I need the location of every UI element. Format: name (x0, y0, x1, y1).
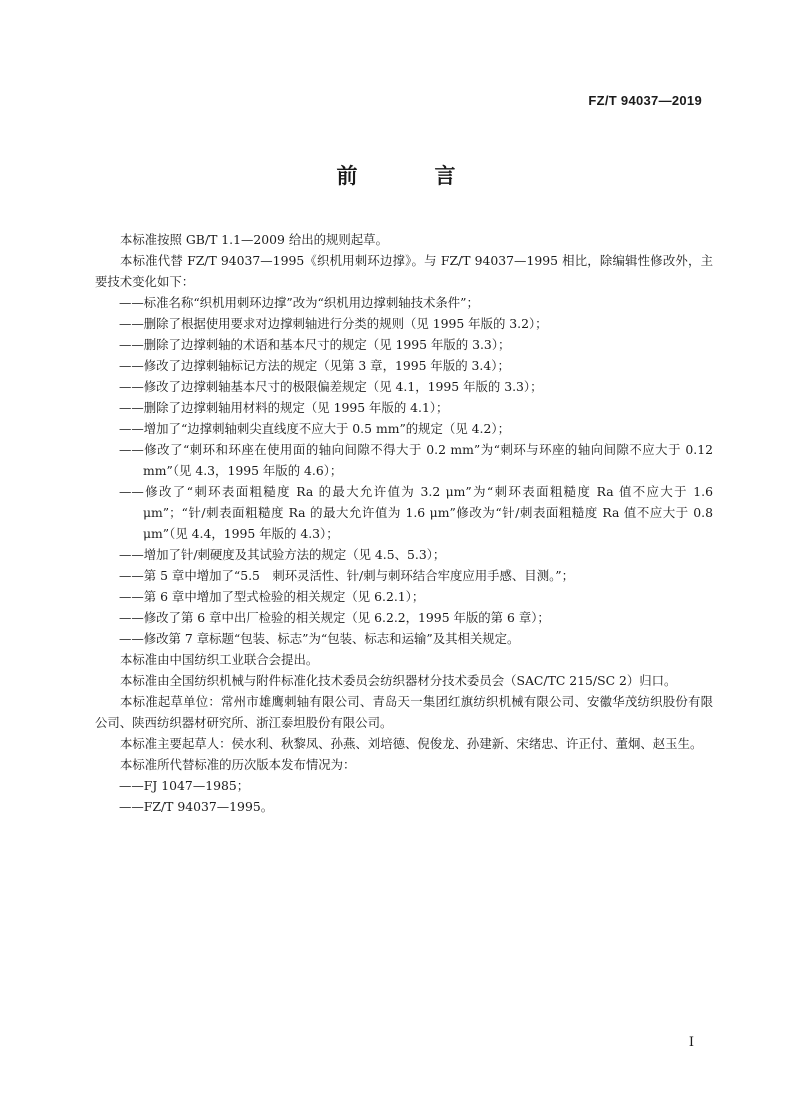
paragraph: 本标准起草单位：常州市雄鹰刺轴有限公司、青岛天一集团红旗纺织机械有限公司、安徽华茂纺织股份有限公司、陕西纺织器材研究所、浙江泰坦股份有限公司。 (95, 694, 713, 730)
list-item: ——第 5 章中增加了“5.5 刺环灵活性、针/刺与刺环结合牢度应用手感、目测。”； (119, 568, 574, 583)
paragraph: 本标准主要起草人：侯水利、秋黎凤、孙燕、刘培德、倪俊龙、孙建新、宋绪忠、许正付、董炯、赵玉生。 (120, 736, 703, 751)
paragraph: 本标准由全国纺织机械与附件标准化技术委员会纺织器材分技术委员会（SAC/TC 215/SC 2）归口。 (120, 673, 677, 688)
paragraph: 本标准按照 GB/T 1.1—2009 给出的规则起草。 (120, 232, 388, 247)
list-item: ——修改了边撑刺轴基本尺寸的极限偏差规定（见 4.1，1995 年版的 3.3）； (119, 379, 543, 394)
page-number: I (688, 1035, 694, 1050)
paragraph: 本标准所代替标准的历次版本发布情况为： (120, 757, 356, 772)
list-item: ——增加了“边撑刺轴刺尖直线度不应大于 0.5 mm”的规定（见 4.2）； (119, 421, 510, 436)
standard-code: FZ/T 94037—2019 (588, 93, 702, 108)
paragraph: 本标准代替 FZ/T 94037—1995《织机用刺环边撑》。与 FZ/T 94037—1995 相比，除编辑性修改外，主要技术变化如下： (95, 253, 713, 289)
page-title: 前 言 (336, 164, 484, 188)
paragraph: 本标准由中国纺织工业联合会提出。 (120, 652, 319, 667)
list-item: ——删除了边撑刺轴的术语和基本尺寸的规定（见 1995 年版的 3.3）； (119, 337, 511, 352)
list-item: ——标准名称“织机用刺环边撑”改为“织机用边撑刺轴技术条件”； (119, 295, 479, 310)
list-item: ——删除了边撑刺轴用材料的规定（见 1995 年版的 4.1）； (119, 400, 449, 415)
list-item: ——修改了第 6 章中出厂检验的相关规定（见 6.2.2，1995 年版的第 6 章）； (119, 610, 550, 625)
list-item: ——FJ 1047—1985； (119, 778, 250, 793)
list-item: ——修改了“刺环表面粗糙度 Ra 的最大允许值为 3.2 μm”为“刺环表面粗糙度 Ra 值不应大于 1.6 μm”；“针/刺表面粗糙度 Ra 的最大允许值为 1.6 μm”修改为“针/刺表面粗糙度 Ra 值不应大于 0.8 μm”（见 4.4，1995 年版的 4.3）； (119, 484, 713, 541)
list-item: ——删除了根据使用要求对边撑刺轴进行分类的规则（见 1995 年版的 3.2）； (119, 316, 548, 331)
list-item: ——增加了针/刺硬度及其试验方法的规定（见 4.5、5.3）； (119, 547, 446, 562)
list-item: ——第 6 章中增加了型式检验的相关规定（见 6.2.1）； (119, 589, 425, 604)
document-body (95, 229, 713, 817)
list-item: ——修改了边撑刺轴标记方法的规定（见第 3 章，1995 年版的 3.4）； (119, 358, 510, 373)
list-item: ——修改了“刺环和环座在使用面的轴向间隙不得大于 0.2 mm”为“刺环与环座的轴向间隙不应大于 0.12 mm”（见 4.3，1995 年版的 4.6）； (119, 442, 713, 478)
list-item: ——FZ/T 94037—1995。 (119, 799, 274, 814)
list-item: ——修改第 7 章标题“包装、标志”为“包装、标志和运输”及其相关规定。 (119, 631, 520, 646)
